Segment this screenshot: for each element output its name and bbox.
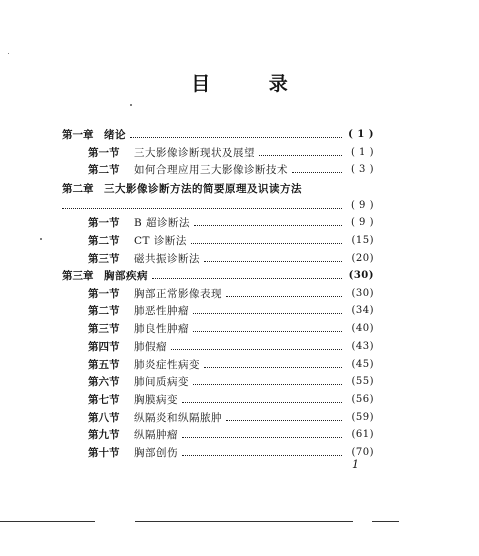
leader-dots bbox=[182, 401, 342, 403]
leader-dots bbox=[171, 348, 342, 350]
toc-entry-number: 第七节 bbox=[88, 393, 120, 406]
toc-entry-number: 第九节 bbox=[88, 428, 120, 441]
toc-entry-label: 三大影像诊断现状及展望 bbox=[134, 146, 255, 159]
scan-speck bbox=[40, 238, 42, 240]
toc-entry-number: 第五节 bbox=[88, 358, 120, 371]
toc-section-row bbox=[62, 391, 374, 407]
page-title: 目 录 bbox=[191, 73, 314, 95]
toc-entry-label: 如何合理应用三大影像诊断技术 bbox=[134, 163, 288, 176]
toc-entry-number: 第三节 bbox=[88, 252, 120, 265]
toc-entry-number: 第六节 bbox=[88, 375, 120, 388]
leader-dots bbox=[204, 260, 342, 262]
toc-section-row bbox=[62, 232, 374, 248]
leader-dots bbox=[130, 136, 342, 138]
leader-dots bbox=[226, 295, 342, 297]
toc-entry-label: 磁共振诊断法 bbox=[134, 252, 200, 265]
page-number: 1 bbox=[352, 458, 359, 471]
toc-page-number: (43) bbox=[351, 340, 374, 352]
toc-entry-label: 肺假瘤 bbox=[134, 340, 167, 353]
leader-dots bbox=[204, 366, 342, 368]
toc-page-number: (30) bbox=[351, 287, 374, 299]
toc-entry-label: 肺炎症性病变 bbox=[134, 358, 200, 371]
toc-entry-number: 第一节 bbox=[88, 287, 120, 300]
leader-dots bbox=[226, 419, 342, 421]
toc-section-row bbox=[62, 444, 374, 460]
toc-chapter-row bbox=[62, 126, 374, 142]
toc-entry-number: 第三节 bbox=[88, 322, 120, 335]
leader-dots bbox=[193, 330, 342, 332]
toc-entry-label: 三大影像诊断方法的简要原理及识读方法 bbox=[104, 182, 302, 195]
toc-entry-number: 第十节 bbox=[88, 446, 120, 459]
leader-dots bbox=[182, 436, 342, 438]
toc-continuation-row bbox=[62, 197, 374, 213]
leader-dots bbox=[292, 171, 342, 173]
toc-entry-number: 第二节 bbox=[88, 304, 120, 317]
toc-page-number: (40) bbox=[351, 322, 374, 334]
toc-page-number: ( 9 ) bbox=[350, 199, 374, 211]
toc-section-row bbox=[62, 373, 374, 389]
toc-entry-label: 肺良性肿瘤 bbox=[134, 322, 189, 335]
toc-page-number: (20) bbox=[351, 252, 374, 264]
toc-page-number: (45) bbox=[351, 358, 374, 370]
leader-dots bbox=[194, 224, 342, 226]
toc-page-number: (56) bbox=[351, 393, 374, 405]
leader-dots bbox=[259, 154, 342, 156]
toc-chapter-row bbox=[62, 267, 374, 283]
toc-entry-label: 绪论 bbox=[104, 128, 126, 141]
toc-entry-number: 第一节 bbox=[88, 146, 120, 159]
toc-entry-label: 肺恶性肿瘤 bbox=[134, 304, 189, 317]
toc-entry-number: 第二章 bbox=[62, 182, 94, 195]
toc-section-row bbox=[62, 426, 374, 442]
toc-page-number: (70) bbox=[351, 446, 374, 458]
toc-page-number: (30) bbox=[348, 269, 374, 281]
toc-section-row bbox=[62, 338, 374, 354]
toc-entry-label: 胸部创伤 bbox=[134, 446, 178, 459]
toc-page-number: (34) bbox=[351, 304, 374, 316]
toc-page-number: ( 1 ) bbox=[348, 128, 374, 140]
leader-dots bbox=[62, 207, 342, 209]
toc-page-number: ( 1 ) bbox=[350, 146, 374, 158]
leader-dots bbox=[193, 312, 342, 314]
toc-section-row bbox=[62, 144, 374, 160]
leader-dots bbox=[182, 454, 342, 456]
toc-section-row bbox=[62, 161, 374, 177]
toc-section-row bbox=[62, 250, 374, 266]
toc-section-row bbox=[62, 214, 374, 230]
toc-entry-number: 第四节 bbox=[88, 340, 120, 353]
toc-entry-number: 第二节 bbox=[88, 234, 120, 247]
toc-entry-label: B 超诊断法 bbox=[134, 216, 191, 229]
toc-section-row bbox=[62, 285, 374, 301]
toc-entry-label: CT 诊断法 bbox=[134, 234, 187, 247]
toc-entry-label: 纵隔炎和纵隔脓肿 bbox=[134, 411, 222, 424]
toc-entry-label: 胸部正常影像表现 bbox=[134, 287, 222, 300]
toc-page-number: (59) bbox=[351, 411, 374, 423]
leader-dots bbox=[152, 277, 342, 279]
toc-entry-label: 胸部疾病 bbox=[104, 269, 148, 282]
toc-page-number: (61) bbox=[351, 428, 374, 440]
toc-chapter-row bbox=[62, 180, 374, 196]
bottom-rule-right bbox=[372, 521, 399, 522]
toc-entry-label: 肺间质病变 bbox=[134, 375, 189, 388]
toc-page-number: (15) bbox=[351, 234, 374, 246]
toc-page-number: (55) bbox=[351, 375, 374, 387]
toc-section-row bbox=[62, 320, 374, 336]
toc-page-number: ( 9 ) bbox=[350, 216, 374, 228]
scan-speck bbox=[130, 104, 132, 106]
toc-entry-number: 第二节 bbox=[88, 163, 120, 176]
toc-section-row bbox=[62, 302, 374, 318]
toc-section-row bbox=[62, 409, 374, 425]
toc-entry-label: 纵隔肿瘤 bbox=[134, 428, 178, 441]
toc-entry-number: 第八节 bbox=[88, 411, 120, 424]
bottom-rule-left bbox=[0, 521, 95, 522]
toc-entry-number: 第一节 bbox=[88, 216, 120, 229]
leader-dots bbox=[191, 242, 342, 244]
scan-speck bbox=[8, 53, 9, 54]
bottom-rule-middle bbox=[135, 521, 353, 522]
toc-entry-number: 第一章 bbox=[62, 128, 94, 141]
toc-section-row bbox=[62, 356, 374, 372]
toc-entry-number: 第三章 bbox=[62, 269, 94, 282]
toc-page-number: ( 3 ) bbox=[350, 163, 374, 175]
leader-dots bbox=[193, 383, 342, 385]
toc-entry-label: 胸膜病变 bbox=[134, 393, 178, 406]
